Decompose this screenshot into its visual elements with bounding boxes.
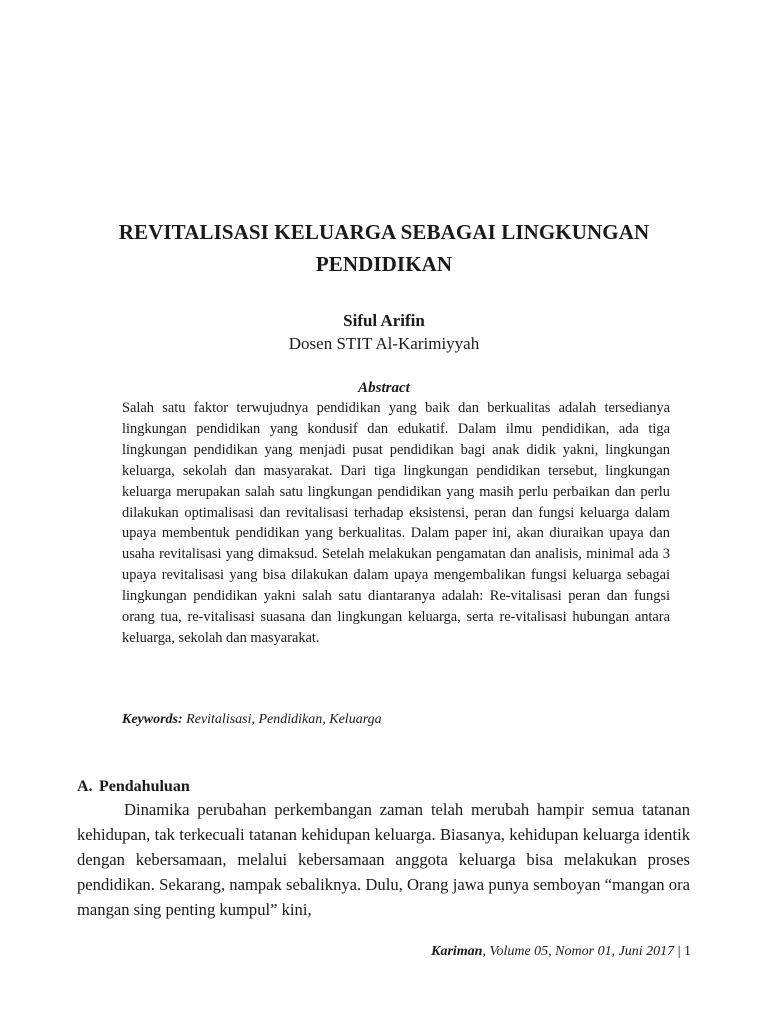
page-footer	[431, 942, 691, 962]
footer-issue: , Volume 05, Nomor 01, Juni 2017	[482, 944, 675, 959]
section-heading	[77, 776, 190, 798]
author-affiliation: Dosen STIT Al-Karimiyyah	[288, 334, 480, 353]
author-name: Siful Arifin	[343, 311, 425, 330]
page-number: 1	[684, 944, 691, 959]
keywords-line	[122, 710, 670, 730]
abstract-body: Salah satu faktor terwujudnya pendidikan yang baik dan berkualitas adalah tersedianya lingkungan pendidikan yang kondusif dan edukatif. Dalam ilmu pendidikan, ada tiga lingkungan pendidikan yang menjadi pusat pendidikan bagi anak didik yakni, lingkungan keluarga, sekolah dan masyarakat. Dari tiga lingkungan pendidikan tersebut, lingkungan keluarga merupakan salah satu lingkungan pendidikan yang masih perlu perbaikan dan perlu dilakukan optimalisasi dan revitalisasi terhadap eksistensi, peran dan fungsi keluarga dalam upaya membentuk pendidikan yang berkualitas. Dalam paper ini, akan diuraikan upaya dan usaha revitalisasi yang dimaksud. Setelah melakukan pengamatan dan analisis, minimal ada 3 upaya revitalisasi yang bisa dilakukan dalam upaya mengembalikan fungsi keluarga sebagai lingkungan pendidikan yakni salah satu diantaranya adalah: Re-vitalisasi peran dan fungsi orang tua, re-vitalisasi suasana dan lingkungan keluarga, serta re-vitalisasi hubungan antara keluarga, sekolah dan masyarakat.	[122, 400, 670, 646]
footer-separator: |	[674, 944, 684, 959]
keywords-label: Keywords:	[122, 712, 183, 727]
paper-title: REVITALISASI KELUARGA SEBAGAI LINGKUNGAN PENDIDIKAN	[118, 220, 650, 276]
section-number: A.	[77, 778, 93, 795]
section-body: Dinamika perubahan perkembangan zaman telah merubah hampir semua tatanan kehidupan, tak terkecuali tatanan kehidupan keluarga. Biasanya, kehidupan keluarga identik dengan kebersamaan, melalui kebersamaan anggota keluarga bisa melakukan proses pendidikan. Sekarang, nampak sebaliknya. Dulu, Orang jawa punya semboyan “mangan ora mangan sing penting kumpul” kini,	[77, 800, 690, 919]
keywords-text: Revitalisasi, Pendidikan, Keluarga	[182, 712, 382, 727]
footer-journal: Kariman	[431, 944, 483, 959]
abstract-heading: Abstract	[358, 380, 410, 396]
section-title: Pendahuluan	[99, 778, 190, 795]
